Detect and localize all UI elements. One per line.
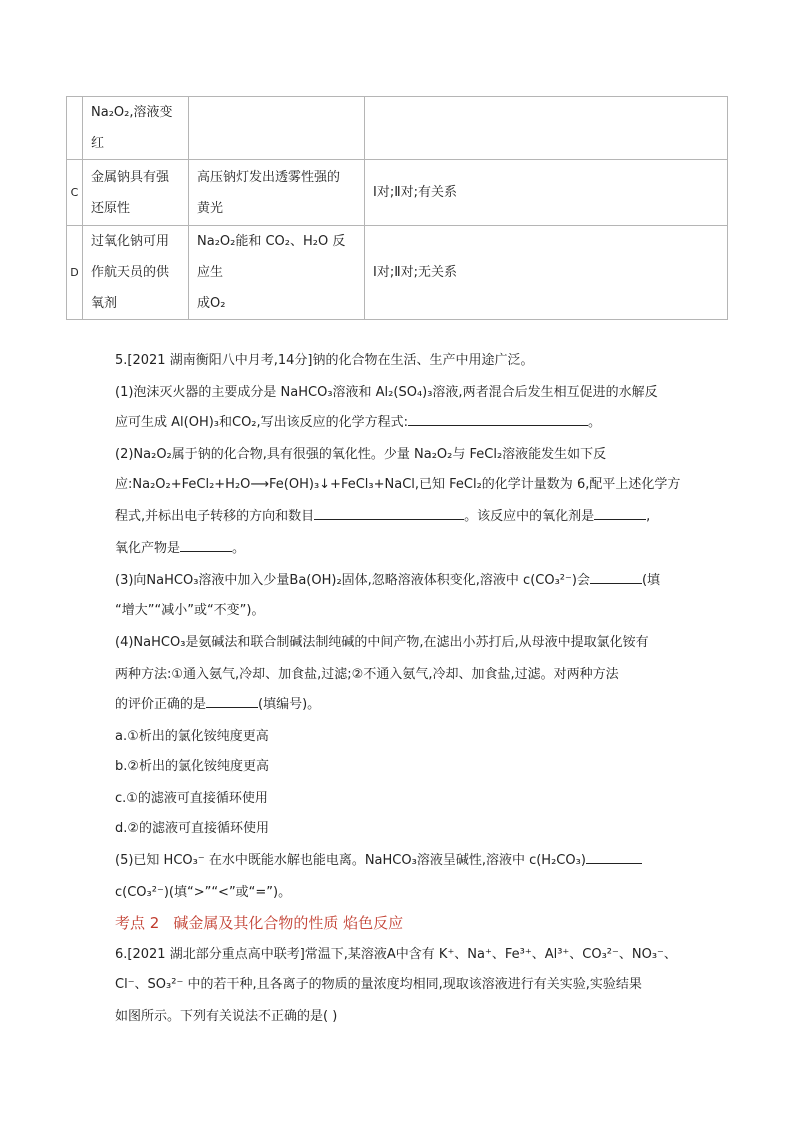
q5-part4-line1: (4)NaHCO₃是氨碱法和联合制碱法制纯碱的中间产物,在滤出小苏打后,从母液中提取氯化铵有 <box>115 635 649 650</box>
q5-part1-line2: 应可生成 Al(OH)₃和CO₂,写出该反应的化学方程式: 。 <box>115 408 685 438</box>
statement-1-cell: 过氧化钠可用 作航天员的供 氧剂 <box>83 226 189 320</box>
table-row <box>67 226 728 320</box>
question-6-line2: Cl⁻、SO₃²⁻ 中的若干种,且各离子的物质的量浓度均相同,现取该溶液进行有关实验,实验结果 <box>115 977 642 992</box>
row-label <box>67 97 83 160</box>
option-b: b.②析出的氯化铵纯度更高 <box>115 759 270 774</box>
table-row <box>67 97 728 160</box>
q5-part2-line1: (2)Na₂O₂属于钠的化合物,具有很强的氧化性。少量 Na₂O₂与 FeCl₂溶液能发生如下反 <box>115 447 607 462</box>
option-a: a.①析出的氯化铵纯度更高 <box>115 729 269 744</box>
q5-part3-line1: (3)向NaHCO₃溶液中加入少量Ba(OH)₂固体,忽略溶液体积变化,溶液中 c(CO₃²⁻)会 (填 <box>115 566 685 596</box>
q5-part5-line2: c(CO₃²⁻)(填“>”“<”或“=”)。 <box>115 885 292 900</box>
statement-2-cell: 高压钠灯发出透雾性强的 黄光 <box>189 160 365 226</box>
answer-blank[interactable] <box>180 537 232 552</box>
section-title: 碱金属及其化合物的性质 焰色反应 <box>173 914 404 932</box>
judgement-cell <box>365 97 728 160</box>
q5-part2-line4: 氧化产物是 。 <box>115 534 685 564</box>
answer-blank[interactable] <box>594 505 646 520</box>
q5-part4-line2: 两种方法:①通入氨气,冷却、加食盐,过滤;②不通入氨气,冷却、加食盐,过滤。对两种方法 <box>115 667 619 682</box>
question-6-line3: 如图所示。下列有关说法不正确的是( ) <box>115 1009 338 1024</box>
statement-2-cell: Na₂O₂能和 CO₂、H₂O 反应生 成O₂ <box>189 226 365 320</box>
option-d: d.②的滤液可直接循环使用 <box>115 821 270 836</box>
section-number: 考点 2 <box>115 914 160 932</box>
q5-part5-line1: (5)已知 HCO₃⁻ 在水中既能水解也能电离。NaHCO₃溶液呈碱性,溶液中 c(H₂CO₃) <box>115 846 685 876</box>
answer-blank[interactable] <box>314 505 464 520</box>
answer-blank[interactable] <box>206 693 258 708</box>
judgement-cell: Ⅰ对;Ⅱ对;有关系 <box>365 160 728 226</box>
option-c: c.①的滤液可直接循环使用 <box>115 791 268 806</box>
answer-blank[interactable] <box>586 849 642 864</box>
judgement-cell: Ⅰ对;Ⅱ对;无关系 <box>365 226 728 320</box>
q5-part1-line1: (1)泡沫灭火器的主要成分是 NaHCO₃溶液和 Al₂(SO₄)₃溶液,两者混合后发生相互促进的水解反 <box>115 385 658 400</box>
q5-part3-line2: “增大”“减小”或“不变”)。 <box>115 603 265 618</box>
statement-1-cell: 金属钠具有强 还原性 <box>83 160 189 226</box>
options-table <box>66 96 728 320</box>
row-label: C <box>67 160 83 226</box>
q5-part2-line3: 程式,并标出电子转移的方向和数目 。该反应中的氧化剂是 , <box>115 502 685 532</box>
answer-blank[interactable] <box>408 411 588 426</box>
answer-blank[interactable] <box>590 569 642 584</box>
q5-part2-line2: 应:Na₂O₂+FeCl₂+H₂O⟶Fe(OH)₃↓+FeCl₃+NaCl,已知 FeCl₂的化学计量数为 6,配平上述化学方 <box>115 477 681 492</box>
statement-2-cell <box>189 97 365 160</box>
q5-part4-line3: 的评价正确的是 (填编号)。 <box>115 690 685 720</box>
statement-1-cell: Na₂O₂,溶液变 红 <box>83 97 189 160</box>
question-5-header: 5.[2021 湖南衡阳八中月考,14分]钠的化合物在生活、生产中用途广泛。 <box>115 353 534 368</box>
section-heading <box>115 908 417 938</box>
row-label: D <box>67 226 83 320</box>
table-row <box>67 160 728 226</box>
question-6-line1: 6.[2021 湖北部分重点高中联考]常温下,某溶液A中含有 K⁺、Na⁺、Fe³⁺、Al³⁺、CO₃²⁻、NO₃⁻、 <box>115 947 677 962</box>
